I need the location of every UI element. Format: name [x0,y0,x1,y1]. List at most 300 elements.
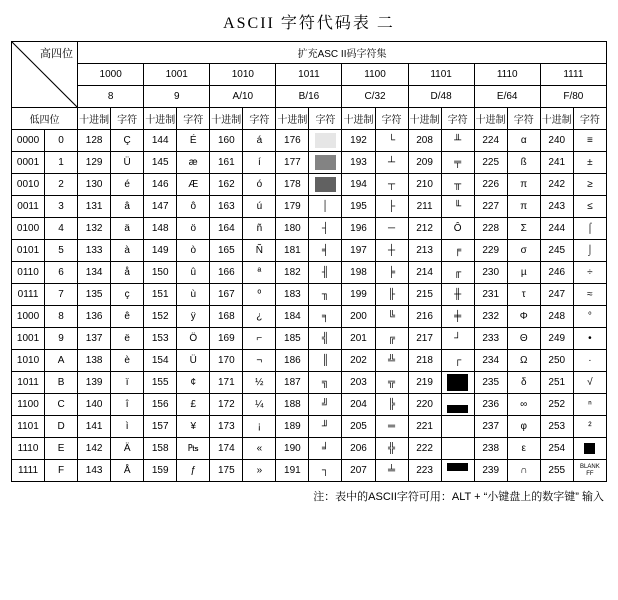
cell-char-1-1: æ [177,152,210,174]
cell-char-7-1: ù [177,284,210,306]
row-binary-14: 1110 [12,438,45,460]
cell-decimal-15-5: 223 [408,460,441,482]
cell-decimal-13-1: 157 [144,416,177,438]
row-hex-12: C [45,394,78,416]
cell-char-13-0: ì [111,416,144,438]
row-binary-5: 0101 [12,240,45,262]
cell-char-4-0: ä [111,218,144,240]
cell-char-13-3: ╜ [309,416,342,438]
cell-decimal-2-4: 194 [342,174,375,196]
cell-char-6-0: å [111,262,144,284]
cell-decimal-6-2: 166 [210,262,243,284]
subheader-char-6: 字符 [507,108,540,130]
cell-decimal-1-4: 193 [342,152,375,174]
cell-char-8-2: ¿ [243,306,276,328]
column-decimal-3: B/16 [276,86,342,108]
cell-char-13-2: ¡ [243,416,276,438]
cell-decimal-4-7: 244 [540,218,573,240]
cell-decimal-2-6: 226 [474,174,507,196]
cell-char-10-6: Ω [507,350,540,372]
row-hex-15: F [45,460,78,482]
cell-char-8-5: ╪ [441,306,474,328]
table-row [12,262,607,284]
table-row [12,174,607,196]
cell-decimal-1-3: 177 [276,152,309,174]
cell-char-2-0: é [111,174,144,196]
cell-char-6-5: ╓ [441,262,474,284]
cell-char-0-4: └ [375,130,408,152]
cell-char-13-7: ² [573,416,606,438]
cell-decimal-12-0: 140 [78,394,111,416]
cell-decimal-13-3: 189 [276,416,309,438]
column-decimal-0: 8 [78,86,144,108]
subheader-char-3: 字符 [309,108,342,130]
cell-char-14-6: ε [507,438,540,460]
row-binary-1: 0001 [12,152,45,174]
cell-decimal-0-2: 160 [210,130,243,152]
cell-decimal-15-0: 143 [78,460,111,482]
cell-char-15-7 [573,460,606,482]
cell-char-12-4: ╠ [375,394,408,416]
cell-decimal-0-7: 240 [540,130,573,152]
cell-decimal-2-2: 162 [210,174,243,196]
cell-decimal-6-4: 198 [342,262,375,284]
cell-decimal-2-3: 178 [276,174,309,196]
cell-decimal-11-2: 171 [210,372,243,394]
cell-decimal-3-5: 211 [408,196,441,218]
corner-header [12,42,78,108]
cell-char-9-7: • [573,328,606,350]
cell-char-8-7: ° [573,306,606,328]
cell-char-5-5: ╒ [441,240,474,262]
cell-char-4-7: ⌠ [573,218,606,240]
cell-char-0-6: α [507,130,540,152]
cell-decimal-2-5: 210 [408,174,441,196]
cell-char-8-1: ÿ [177,306,210,328]
cell-decimal-14-4: 206 [342,438,375,460]
cell-char-8-3: ╕ [309,306,342,328]
column-binary-0: 1000 [78,64,144,86]
upper-half-block-glyph [447,463,468,479]
cell-decimal-13-5: 221 [408,416,441,438]
cell-char-14-7 [573,438,606,460]
row-hex-4: 4 [45,218,78,240]
cell-char-13-4: ═ [375,416,408,438]
cell-char-6-3: ╢ [309,262,342,284]
cell-decimal-10-0: 138 [78,350,111,372]
cell-decimal-2-7: 242 [540,174,573,196]
shade-dark-glyph [315,177,336,192]
cell-decimal-0-1: 144 [144,130,177,152]
cell-char-1-0: Ü [111,152,144,174]
cell-decimal-6-6: 230 [474,262,507,284]
cell-decimal-14-1: 158 [144,438,177,460]
column-binary-6: 1110 [474,64,540,86]
table-row [12,372,607,394]
table-row [12,130,607,152]
cell-char-2-1: Æ [177,174,210,196]
subheader-decimal-4: 十进制 [342,108,375,130]
cell-decimal-7-1: 151 [144,284,177,306]
cell-char-13-6: φ [507,416,540,438]
cell-decimal-12-4: 204 [342,394,375,416]
row-binary-0: 0000 [12,130,45,152]
cell-decimal-7-6: 231 [474,284,507,306]
row-hex-10: A [45,350,78,372]
cell-decimal-6-1: 150 [144,262,177,284]
blank-ff-glyph: BLANK FF [580,463,600,477]
cell-decimal-8-5: 216 [408,306,441,328]
cell-char-9-4: ╔ [375,328,408,350]
cell-char-2-7: ≥ [573,174,606,196]
cell-decimal-1-0: 129 [78,152,111,174]
cell-decimal-10-3: 186 [276,350,309,372]
cell-char-3-7: ≤ [573,196,606,218]
subheader-decimal-3: 十进制 [276,108,309,130]
subheader-decimal-5: 十进制 [408,108,441,130]
cell-char-12-6: ∞ [507,394,540,416]
cell-char-4-6: Σ [507,218,540,240]
cell-char-5-6: σ [507,240,540,262]
row-hex-13: D [45,416,78,438]
cell-decimal-12-1: 156 [144,394,177,416]
cell-decimal-9-2: 169 [210,328,243,350]
header-row-sub [12,108,607,130]
row-hex-7: 7 [45,284,78,306]
cell-decimal-4-0: 132 [78,218,111,240]
cell-decimal-13-7: 253 [540,416,573,438]
table-row [12,328,607,350]
table-row [12,218,607,240]
cell-char-1-4: ┴ [375,152,408,174]
cell-char-11-3: ╗ [309,372,342,394]
column-decimal-6: E/64 [474,86,540,108]
cell-char-9-1: Ö [177,328,210,350]
cell-char-5-2: Ñ [243,240,276,262]
cell-char-6-2: ª [243,262,276,284]
cell-decimal-12-2: 172 [210,394,243,416]
cell-decimal-15-1: 159 [144,460,177,482]
cell-decimal-15-6: 239 [474,460,507,482]
cell-decimal-6-3: 182 [276,262,309,284]
cell-decimal-13-4: 205 [342,416,375,438]
cell-decimal-10-6: 234 [474,350,507,372]
column-binary-4: 1100 [342,64,408,86]
table-row [12,240,607,262]
row-binary-15: 1111 [12,460,45,482]
cell-char-3-5: ╙ [441,196,474,218]
header-row-decimal [12,86,607,108]
cell-decimal-7-0: 135 [78,284,111,306]
cell-char-2-2: ó [243,174,276,196]
cell-decimal-12-5: 220 [408,394,441,416]
column-decimal-2: A/10 [210,86,276,108]
cell-char-7-0: ç [111,284,144,306]
table-row [12,284,607,306]
cell-decimal-8-0: 136 [78,306,111,328]
cell-decimal-8-1: 152 [144,306,177,328]
table-row [12,438,607,460]
column-binary-2: 1010 [210,64,276,86]
cell-decimal-7-5: 215 [408,284,441,306]
cell-decimal-13-6: 237 [474,416,507,438]
cell-decimal-14-2: 174 [210,438,243,460]
subheader-char-0: 字符 [111,108,144,130]
cell-char-14-2: « [243,438,276,460]
row-hex-9: 9 [45,328,78,350]
cell-char-8-0: ê [111,306,144,328]
cell-char-3-4: ├ [375,196,408,218]
subheader-decimal-2: 十进制 [210,108,243,130]
charset-group-title: 扩充ASC II码字符集 [78,42,607,64]
cell-decimal-9-6: 233 [474,328,507,350]
subheader-char-4: 字符 [375,108,408,130]
cell-char-11-1: ¢ [177,372,210,394]
cell-decimal-11-3: 187 [276,372,309,394]
cell-char-12-0: î [111,394,144,416]
cell-decimal-1-1: 145 [144,152,177,174]
cell-char-10-2: ¬ [243,350,276,372]
subheader-char-1: 字符 [177,108,210,130]
cell-char-14-3: ╛ [309,438,342,460]
cell-decimal-6-0: 134 [78,262,111,284]
cell-decimal-7-4: 199 [342,284,375,306]
cell-decimal-9-0: 137 [78,328,111,350]
cell-char-0-5: ╨ [441,130,474,152]
table-row [12,460,607,482]
cell-char-6-1: û [177,262,210,284]
cell-char-4-4: ─ [375,218,408,240]
cell-char-15-2: » [243,460,276,482]
cell-char-11-4: ╦ [375,372,408,394]
cell-char-11-2: ½ [243,372,276,394]
cell-char-2-4: ┬ [375,174,408,196]
cell-decimal-14-6: 238 [474,438,507,460]
cell-char-10-7: · [573,350,606,372]
cell-char-8-6: Φ [507,306,540,328]
cell-char-10-0: è [111,350,144,372]
cell-decimal-4-6: 228 [474,218,507,240]
cell-char-2-6: π [507,174,540,196]
column-binary-7: 1111 [540,64,606,86]
cell-char-4-1: ö [177,218,210,240]
cell-decimal-13-0: 141 [78,416,111,438]
table-row [12,416,607,438]
cell-decimal-3-3: 179 [276,196,309,218]
cell-decimal-1-6: 225 [474,152,507,174]
cell-char-3-6: π [507,196,540,218]
cell-decimal-3-0: 131 [78,196,111,218]
cell-decimal-12-7: 252 [540,394,573,416]
cell-char-9-3: ╣ [309,328,342,350]
row-hex-14: E [45,438,78,460]
ascii-code-table [11,41,607,482]
cell-decimal-10-2: 170 [210,350,243,372]
cell-char-14-0: Ä [111,438,144,460]
cell-char-11-7: √ [573,372,606,394]
cell-decimal-3-2: 163 [210,196,243,218]
cell-char-12-2: ¼ [243,394,276,416]
subheader-decimal-7: 十进制 [540,108,573,130]
cell-char-0-2: á [243,130,276,152]
cell-decimal-15-7: 255 [540,460,573,482]
cell-decimal-0-3: 176 [276,130,309,152]
cell-char-6-4: ╞ [375,262,408,284]
cell-decimal-15-3: 191 [276,460,309,482]
cell-decimal-4-5: 212 [408,218,441,240]
cell-decimal-1-7: 241 [540,152,573,174]
cell-char-6-7: ÷ [573,262,606,284]
cell-decimal-11-7: 251 [540,372,573,394]
cell-char-10-5: ┌ [441,350,474,372]
cell-char-3-3: │ [309,196,342,218]
lower-half-block-glyph [447,397,468,413]
cell-decimal-15-4: 207 [342,460,375,482]
cell-char-15-3: ┐ [309,460,342,482]
header-row-group [12,42,607,64]
cell-char-15-1: ƒ [177,460,210,482]
row-binary-10: 1010 [12,350,45,372]
subheader-char-7: 字符 [573,108,606,130]
cell-decimal-9-5: 217 [408,328,441,350]
cell-char-10-1: Ü [177,350,210,372]
row-binary-7: 0111 [12,284,45,306]
cell-char-4-2: ñ [243,218,276,240]
cell-decimal-5-5: 213 [408,240,441,262]
cell-decimal-8-6: 232 [474,306,507,328]
cell-decimal-10-7: 250 [540,350,573,372]
cell-char-2-3 [309,174,342,196]
cell-char-3-0: â [111,196,144,218]
cell-char-7-4: ╟ [375,284,408,306]
subheader-decimal-6: 十进制 [474,108,507,130]
column-binary-5: 1101 [408,64,474,86]
high-bits-label: 高四位 [40,48,73,60]
header-row-binary [12,64,607,86]
shade-light-glyph [315,133,336,148]
row-binary-8: 1000 [12,306,45,328]
cell-decimal-0-4: 192 [342,130,375,152]
column-decimal-7: F/80 [540,86,606,108]
cell-decimal-11-6: 235 [474,372,507,394]
cell-char-1-5: ╤ [441,152,474,174]
cell-char-13-1: ¥ [177,416,210,438]
cell-decimal-8-3: 184 [276,306,309,328]
cell-char-14-4: ╬ [375,438,408,460]
cell-decimal-0-6: 224 [474,130,507,152]
cell-char-1-2: í [243,152,276,174]
cell-decimal-11-5: 219 [408,372,441,394]
cell-char-7-2: º [243,284,276,306]
cell-char-9-0: ë [111,328,144,350]
cell-decimal-2-1: 146 [144,174,177,196]
cell-char-8-4: ╚ [375,306,408,328]
row-hex-2: 2 [45,174,78,196]
cell-decimal-7-2: 167 [210,284,243,306]
table-row [12,350,607,372]
row-hex-5: 5 [45,240,78,262]
cell-decimal-5-1: 149 [144,240,177,262]
row-hex-6: 6 [45,262,78,284]
cell-decimal-5-3: 181 [276,240,309,262]
row-hex-0: 0 [45,130,78,152]
cell-decimal-8-4: 200 [342,306,375,328]
cell-decimal-8-7: 248 [540,306,573,328]
cell-char-3-1: ô [177,196,210,218]
cell-char-1-3 [309,152,342,174]
subheader-char-2: 字符 [243,108,276,130]
row-binary-11: 1011 [12,372,45,394]
cell-char-15-6: ∩ [507,460,540,482]
table-row [12,306,607,328]
subheader-char-5: 字符 [441,108,474,130]
cell-decimal-9-7: 249 [540,328,573,350]
cell-char-7-3: ╖ [309,284,342,306]
table-row [12,394,607,416]
cell-decimal-1-2: 161 [210,152,243,174]
table-row [12,196,607,218]
cell-char-9-5: ┘ [441,328,474,350]
row-hex-1: 1 [45,152,78,174]
cell-decimal-4-1: 148 [144,218,177,240]
cell-decimal-14-5: 222 [408,438,441,460]
cell-char-6-6: µ [507,262,540,284]
cell-decimal-14-0: 142 [78,438,111,460]
cell-char-10-4: ╩ [375,350,408,372]
cell-char-11-0: ï [111,372,144,394]
cell-char-10-3: ║ [309,350,342,372]
cell-char-5-7: ⌡ [573,240,606,262]
cell-char-15-0: Å [111,460,144,482]
cell-char-1-6: ß [507,152,540,174]
cell-char-15-5 [441,460,474,482]
row-binary-6: 0110 [12,262,45,284]
cell-char-9-2: ⌐ [243,328,276,350]
small-square-glyph [584,443,595,454]
row-binary-4: 0100 [12,218,45,240]
page-title: ASCII 字符代码表 二 [223,15,395,32]
cell-char-1-7: ± [573,152,606,174]
low-bits-subheader: 低四位 [12,108,78,130]
cell-char-4-5: Ô [441,218,474,240]
cell-decimal-10-4: 202 [342,350,375,372]
cell-char-12-1: £ [177,394,210,416]
cell-decimal-14-3: 190 [276,438,309,460]
row-hex-11: B [45,372,78,394]
shade-medium-glyph [315,155,336,170]
cell-decimal-7-3: 183 [276,284,309,306]
cell-char-5-0: à [111,240,144,262]
cell-decimal-12-3: 188 [276,394,309,416]
cell-decimal-3-7: 243 [540,196,573,218]
cell-char-14-1: ₧ [177,438,210,460]
cell-char-5-4: ┼ [375,240,408,262]
cell-char-12-5 [441,394,474,416]
cell-decimal-3-6: 227 [474,196,507,218]
full-block-glyph [447,374,468,391]
row-binary-12: 1100 [12,394,45,416]
cell-decimal-7-7: 247 [540,284,573,306]
row-binary-13: 1101 [12,416,45,438]
table-row [12,152,607,174]
column-decimal-1: 9 [144,86,210,108]
cell-char-11-6: δ [507,372,540,394]
cell-decimal-3-4: 195 [342,196,375,218]
cell-char-15-4: ╧ [375,460,408,482]
cell-decimal-12-6: 236 [474,394,507,416]
cell-decimal-5-4: 197 [342,240,375,262]
row-binary-9: 1001 [12,328,45,350]
